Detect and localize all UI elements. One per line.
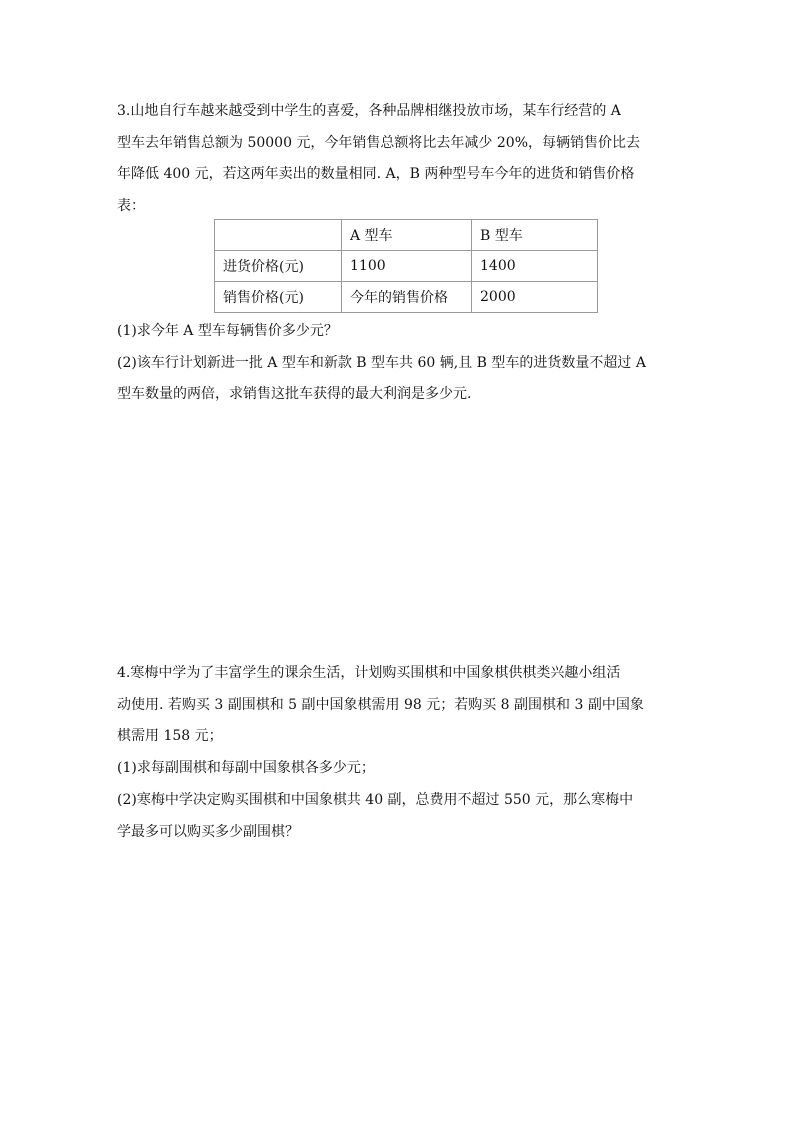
table-cell: 1100 xyxy=(342,251,472,282)
table-header-row xyxy=(215,220,598,251)
text-line: (2)寒梅中学决定购买围棋和中国象棋共 40 副，总费用不超过 550 元，那么寒梅中 xyxy=(117,791,634,808)
text-line: (2)该车行计划新进一批 A 型车和新款 B 型车共 60 辆,且 B 型车的进货数量不超过 A xyxy=(117,354,646,371)
text-line: 型车数量的两倍，求销售这批车获得的最大利润是多少元. xyxy=(117,386,472,403)
table-cell: A 型车 xyxy=(342,220,472,251)
text-line: (1)求今年 A 型车每辆售价多少元？ xyxy=(117,323,338,339)
text-line: 表： xyxy=(117,198,145,215)
table-row xyxy=(215,251,598,282)
question-3-stem xyxy=(117,96,697,223)
table-row xyxy=(215,282,598,313)
table-cell xyxy=(215,220,342,251)
text-line: 学最多可以购买多少副围棋？ xyxy=(117,823,299,840)
text-line: 4.寒梅中学为了丰富学生的课余生活，计划购买围棋和中国象棋供棋类兴趣小组活 xyxy=(117,665,621,681)
table-cell: 今年的销售价格 xyxy=(342,282,472,313)
table-cell: 销售价格(元) xyxy=(215,282,342,313)
text-line: 年降低 400 元，若这两年卖出的数量相同. A，B 两种型号车今年的进货和销售价格 xyxy=(117,166,635,183)
table-cell: B 型车 xyxy=(472,220,598,251)
text-line: 3.山地自行车越来越受到中学生的喜爱，各种品牌相继投放市场，某车行经营的 A xyxy=(117,103,621,119)
question-4 xyxy=(117,658,697,848)
table-cell: 2000 xyxy=(472,282,598,313)
table-cell: 1400 xyxy=(472,251,598,282)
price-table xyxy=(214,219,598,313)
text-line: (1)求每副围棋和每副中国象棋各多少元； xyxy=(117,760,375,777)
question-3-subquestions xyxy=(117,316,697,411)
text-line: 动使用. 若购买 3 副围棋和 5 副中国象棋需用 98 元；若购买 8 副围棋和 3 副中国象 xyxy=(117,696,644,713)
text-line: 型车去年销售总额为 50000 元，今年销售总额将比去年减少 20%，每辆销售价比去 xyxy=(117,134,641,151)
text-line: 棋需用 158 元； xyxy=(117,728,223,745)
table-cell: 进货价格(元) xyxy=(215,251,342,282)
